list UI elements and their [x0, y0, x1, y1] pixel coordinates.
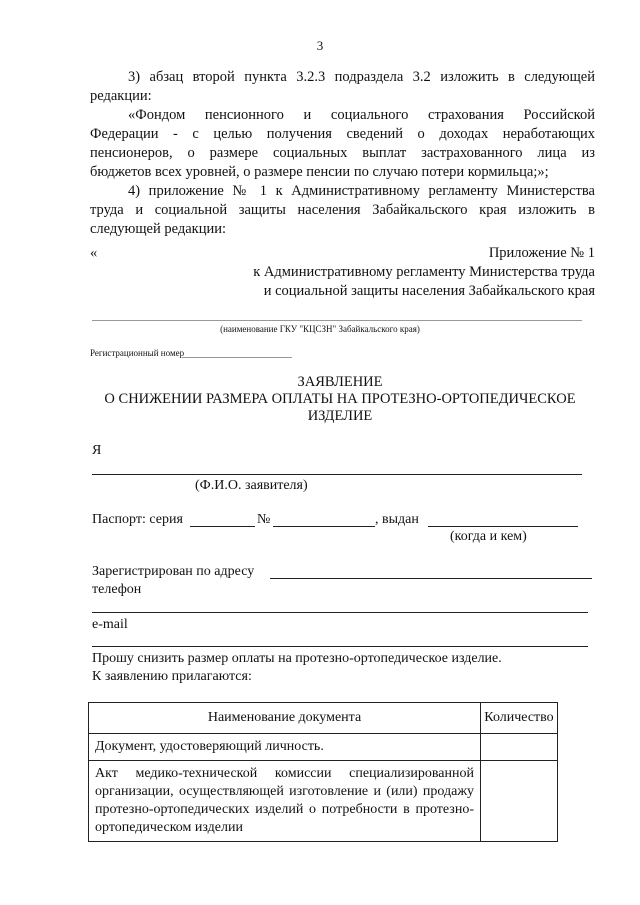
- paragraph-3-line-1: 3) абзац второй пункта 3.2.3 подраздела 3.2 изложить в следующей: [128, 69, 595, 85]
- quote-line-1: «Фондом пенсионного и социального страхования Российской: [128, 107, 595, 123]
- quote-line-3: пенсионеров, о размере социальных выплат застрахованного лица из: [90, 145, 595, 161]
- form-title: ЗАЯВЛЕНИЕ: [297, 374, 383, 390]
- email-label: e-mail: [92, 617, 128, 632]
- quantity-cell[interactable]: [481, 761, 558, 842]
- reg-number-label: Регистрационный номер: [90, 348, 185, 358]
- phone-field[interactable]: [92, 612, 588, 613]
- phone-label: телефон: [92, 582, 142, 597]
- org-caption: (наименование ГКУ "КЦСЗН" Забайкальского края): [220, 324, 420, 334]
- quantity-cell[interactable]: [481, 734, 558, 761]
- passport-number-label: №: [257, 512, 271, 527]
- appendix-line-3: и социальной защиты населения Забайкальского края: [263, 283, 595, 299]
- page-number: 3: [316, 38, 324, 53]
- appendix-line-2: к Административному регламенту Министерства труда: [253, 264, 595, 280]
- paragraph-3-line-2: редакции:: [90, 88, 152, 104]
- document-name-cell: Акт медико-технической комиссии специализированной организации, осуществляющей изготовление и (или) продажу протезно-ортопедических изделий о потребности в протезно-ортопедическом изделии: [89, 761, 481, 842]
- paragraph-4-line-1: 4) приложение № 1 к Административному регламенту Министерства: [128, 183, 595, 199]
- fio-field[interactable]: [92, 474, 582, 475]
- passport-number-field[interactable]: [273, 526, 375, 527]
- table-row: [89, 761, 558, 842]
- form-subtitle-line-1: О СНИЖЕНИИ РАЗМЕРА ОПЛАТЫ НА ПРОТЕЗНО-ОРТОПЕДИЧЕСКОЕ: [104, 391, 576, 407]
- table-header-row: [89, 703, 558, 734]
- header-quantity: Количество: [481, 703, 558, 734]
- address-field[interactable]: [270, 578, 592, 579]
- document-name-cell: Документ, удостоверяющий личность.: [89, 734, 481, 761]
- passport-series-field[interactable]: [190, 526, 255, 527]
- attached-text: К заявлению прилагаются:: [92, 669, 252, 684]
- passport-series-label: Паспорт: серия: [92, 512, 183, 527]
- quote-line-2: Федерации - с целью получения сведений о доходах неработающих: [90, 126, 595, 142]
- issued-field[interactable]: [428, 526, 578, 527]
- documents-table: [88, 702, 558, 842]
- paragraph-4-line-3: следующей редакции:: [90, 221, 227, 237]
- issued-caption: (когда и кем): [450, 529, 527, 544]
- request-text: Прошу снизить размер оплаты на протезно-ортопедическое изделие.: [92, 651, 502, 666]
- open-quote: «: [90, 245, 98, 261]
- org-name-line: [92, 320, 582, 321]
- form-subtitle-line-2: ИЗДЕЛИЕ: [307, 408, 373, 424]
- email-field[interactable]: [92, 646, 588, 647]
- header-document-name: Наименование документа: [89, 703, 481, 734]
- fio-caption: (Ф.И.О. заявителя): [195, 478, 308, 493]
- issued-label: , выдан: [375, 512, 419, 527]
- reg-number-field[interactable]: [182, 357, 292, 358]
- address-label: Зарегистрирован по адресу: [92, 564, 255, 579]
- quote-line-4: бюджетов всех уровней, о размере пенсии по случаю потери кормильца;»;: [90, 164, 549, 180]
- table-row: [89, 734, 558, 761]
- appendix-title: Приложение № 1: [488, 245, 595, 261]
- i-label: Я: [92, 443, 102, 458]
- paragraph-4-line-2: труда и социальной защиты населения Забайкальского края изложить в: [90, 202, 595, 218]
